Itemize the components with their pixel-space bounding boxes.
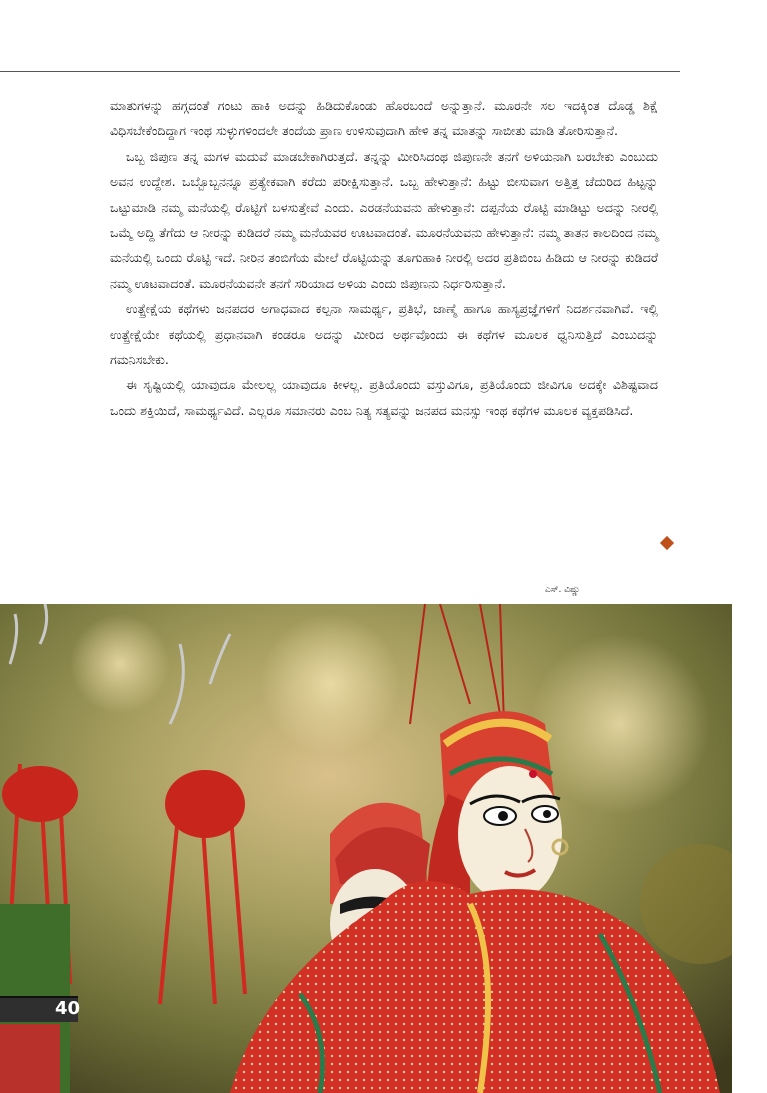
- paragraph-1: ಮಾತುಗಳನ್ನು ಹಗ್ಗದಂತೆ ಗಂಟು ಹಾಕಿ ಅದನ್ನು ಹಿಡಿದುಕೊಂಡು ಹೊರಬಂದೆ ಅನ್ನುತ್ತಾನೆ. ಮೂರನೇ ಸಲ ಇದಕ್ಕಿಂತ ದೊಡ್ಡ ಶಿಕ್ಷೆ ವಿಧಿಸಬೇಕೆಂದಿದ್ದಾಗ ಇಂಥ ಸುಳ್ಳುಗಳಿಂದಲೇ ತಂದೆಯ ಪ್ರಾಣ ಉಳಿಸುವುದಾಗಿ ಹೇಳಿ ತನ್ನ ಮಾತನ್ನು ಸಾಬೀತು ಮಾಡಿ ತೋರಿಸುತ್ತಾನೆ.: [110, 98, 658, 139]
- page-number-box: [0, 996, 81, 1022]
- paragraph-3: ಉತ್ಪ್ರೇಕ್ಷೆಯ ಕಥೆಗಳು ಜನಪದರ ಅಗಾಧವಾದ ಕಲ್ಪನಾ ಸಾಮರ್ಥ್ಯ, ಪ್ರತಿಭೆ, ಜಾಣ್ಮೆ ಹಾಗೂ ಹಾಸ್ಯಪ್ರಜ್ಞೆಗಳಿಗೆ ನಿದರ್ಶನವಾಗಿವೆ. ಇಲ್ಲಿ ಉತ್ಪ್ರೇಕ್ಷೆಯೇ ಕಥೆಯಲ್ಲಿ ಪ್ರಧಾನವಾಗಿ ಕಂಡರೂ ಅದನ್ನು ಮೀರಿದ ಅರ್ಥವೊಂದು ಈ ಕಥೆಗಳ ಮೂಲಕ ಧ್ವನಿಸುತ್ತಿದೆ ಎಂಬುದನ್ನು ಗಮನಿಸಬೇಕು.: [110, 301, 658, 368]
- paragraph-2: ಒಬ್ಬ ಜಿಪುಣ ತನ್ನ ಮಗಳ ಮದುವೆ ಮಾಡಬೇಕಾಗಿರುತ್ತದೆ. ತನ್ನನ್ನು ಮೀರಿಸಿದಂಥ ಜಿಪುಣನೇ ತನಗೆ ಅಳಿಯನಾಗಿ ಬರಬೇಕು ಎಂಬುದು ಅವನ ಉದ್ದೇಶ. ಒಬ್ಬೊಬ್ಬನನ್ನೂ ಪ್ರತ್ಯೇಕವಾಗಿ ಕರೆದು ಪರೀಕ್ಷಿಸುತ್ತಾನೆ. ಒಬ್ಬ ಹೇಳುತ್ತಾನೆ: ಹಿಟ್ಟು ಬೀಸುವಾಗ ಅತ್ತಿತ್ತ ಚೆದುರಿದ ಹಿಟ್ಟನ್ನು ಒಟ್ಟುಮಾಡಿ ನಮ್ಮ ಮನೆಯಲ್ಲಿ ರೊಟ್ಟಿಗೆ ಬಳಸುತ್ತೇವೆ ಎಂದು. ಎರಡನೆಯವನು ಹೇಳುತ್ತಾನೆ: ದಪ್ಪನೆಯ ರೊಟ್ಟಿ ಮಾಡಿಟ್ಟು ಅದನ್ನು ನೀರಲ್ಲಿ ಒಮ್ಮೆ ಅದ್ದಿ ತೆಗೆದು ಆ ನೀರನ್ನು ಕುಡಿದರೆ ನಮ್ಮ ಮನೆಯವರ ಊಟವಾದಂತೆ. ಮೂರನೆಯವನು ಹೇಳುತ್ತಾನೆ: ನಮ್ಮ ತಾತನ ಕಾಲದಿಂದ ನಮ್ಮ ಮನೆಯಲ್ಲಿ ಒಂದು ರೊಟ್ಟಿ ಇದೆ. ನೀರಿನ ತಂಬಿಗೆಯ ಮೇಲೆ ರೊಟ್ಟಿಯನ್ನು ತೂಗುಹಾಕಿ ನೀರಲ್ಲಿ ಅದರ ಪ್ರತಿಬಿಂಬ ಹಿಡಿದು ಆ ನೀರನ್ನು ಕುಡಿದರೆ ನಮ್ಮ ಊಟವಾದಂತೆ. ಮೂರನೆಯವನೇ ತನಗೆ ಸರಿಯಾದ ಅಳಿಯ ಎಂದು ಜಿಪುಣನು ನಿರ್ಧರಿಸುತ್ತಾನೆ.: [110, 148, 658, 291]
- author-credit: ಎಸ್. ವಿಷ್ಣು: [545, 585, 581, 595]
- end-of-article-icon: [660, 536, 674, 550]
- top-rule: [0, 71, 680, 72]
- page-number: 40: [55, 998, 81, 1019]
- paragraph-4: ಈ ಸೃಷ್ಟಿಯಲ್ಲಿ ಯಾವುದೂ ಮೇಲಲ್ಲ ಯಾವುದೂ ಕೀಳಲ್ಲ. ಪ್ರತಿಯೊಂದು ವಸ್ತುವಿಗೂ, ಪ್ರತಿಯೊಂದು ಜೀವಿಗೂ ಅದಕ್ಕೇ ವಿಶಿಷ್ಟವಾದ ಒಂದು ಶಕ್ತಿಯಿದೆ, ಸಾಮರ್ಥ್ಯವಿದೆ. ಎಲ್ಲರೂ ಸಮಾನರು ಎಂಬ ನಿತ್ಯ ಸತ್ಯವನ್ನು ಜನಪದ ಮನಸ್ಸು ಇಂಥ ಕಥೆಗಳ ಮೂಲಕ ವ್ಯಕ್ತಪಡಿಸಿದೆ.: [110, 377, 658, 418]
- article-body: [110, 93, 658, 423]
- puppets-photo: [0, 604, 732, 1093]
